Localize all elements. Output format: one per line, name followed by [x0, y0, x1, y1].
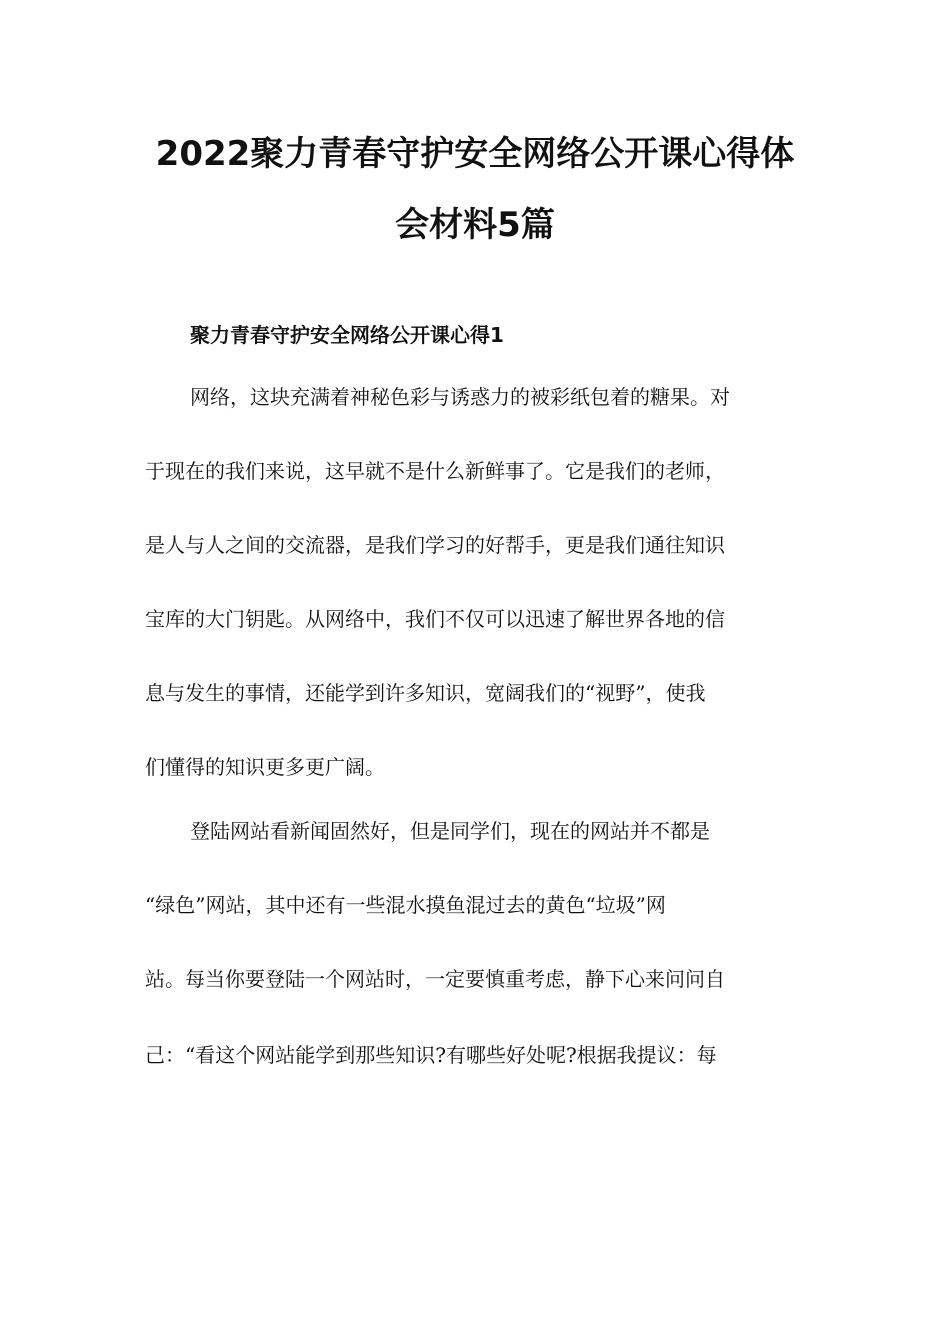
- paragraph-1-line-5: 息与发生的事情，还能学到许多知识，宽阔我们的“视野”，使我: [145, 681, 706, 705]
- section-heading: 聚力青春守护安全网络公开课心得1: [190, 323, 504, 347]
- paragraph-1-line-4: 宝库的大门钥匙。从网络中，我们不仅可以迅速了解世界各地的信: [145, 607, 725, 631]
- paragraph-2-line-3: 站。每当你要登陆一个网站时，一定要慎重考虑，静下心来问问自: [145, 967, 725, 991]
- paragraph-1-line-2: 于现在的我们来说，这早就不是什么新鲜事了。它是我们的老师，: [145, 459, 725, 483]
- paragraph-2-line-2: “绿色”网站，其中还有一些混水摸鱼混过去的黄色“垃圾”网: [145, 893, 666, 917]
- document-title-line-1: 2022聚力青春守护安全网络公开课心得体: [155, 134, 795, 174]
- paragraph-1-line-6: 们懂得的知识更多更广阔。: [145, 755, 385, 779]
- paragraph-1-line-3: 是人与人之间的交流器，是我们学习的好帮手，更是我们通往知识: [145, 533, 725, 557]
- paragraph-2-line-1: 登陆网站看新闻固然好，但是同学们，现在的网站并不都是: [190, 819, 710, 843]
- document-title-line-2: 会材料5篇: [395, 205, 555, 245]
- paragraph-2-line-4: 己：“看这个网站能学到那些知识?有哪些好处呢?根据我提议：每: [145, 1043, 717, 1067]
- paragraph-1-line-1: 网络，这块充满着神秘色彩与诱惑力的被彩纸包着的糖果。对: [190, 385, 730, 409]
